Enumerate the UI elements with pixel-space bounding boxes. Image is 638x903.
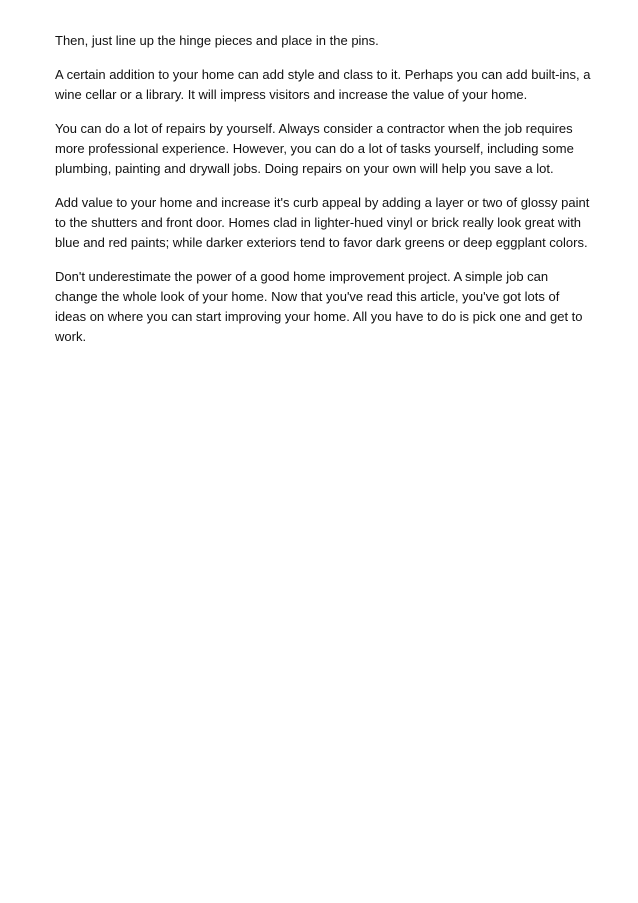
- paragraph-line: work.: [55, 329, 87, 344]
- paragraph-line: You can do a lot of repairs by yourself. Always consider a contractor when the job requires: [55, 121, 573, 136]
- paragraph-line: wine cellar or a library. It will impress visitors and increase the value of your home.: [55, 87, 528, 102]
- paragraph-line: Then, just line up the hinge pieces and place in the pins.: [55, 33, 379, 48]
- paragraph-line: plumbing, painting and drywall jobs. Doing repairs on your own will help you save a lot.: [55, 161, 554, 176]
- paragraph-line: Don't underestimate the power of a good home improvement project. A simple job can: [55, 269, 549, 284]
- paragraph-line: ideas on where you can start improving your home. All you have to do is pick one and get to: [55, 309, 583, 324]
- paragraph-line: change the whole look of your home. Now that you've read this article, you've got lots of: [55, 289, 560, 304]
- paragraph-line: A certain addition to your home can add style and class to it. Perhaps you can add built-ins, a: [55, 67, 591, 82]
- paragraph-line: Add value to your home and increase it's curb appeal by adding a layer or two of glossy paint: [55, 195, 590, 210]
- paragraph-conclusion: [55, 267, 595, 347]
- paragraph-line: blue and red paints; while darker exteriors tend to favor dark greens or deep eggplant colors.: [55, 235, 588, 250]
- document-body: [55, 31, 595, 361]
- paragraph-diy-repairs: [55, 119, 595, 179]
- paragraph-line: to the shutters and front door. Homes clad in lighter-hued vinyl or brick really look great with: [55, 215, 582, 230]
- paragraph-hinge-pins: [55, 31, 595, 51]
- paragraph-curb-appeal: [55, 193, 595, 253]
- paragraph-home-addition: [55, 65, 595, 105]
- paragraph-line: more professional experience. However, you can do a lot of tasks yourself, including some: [55, 141, 574, 156]
